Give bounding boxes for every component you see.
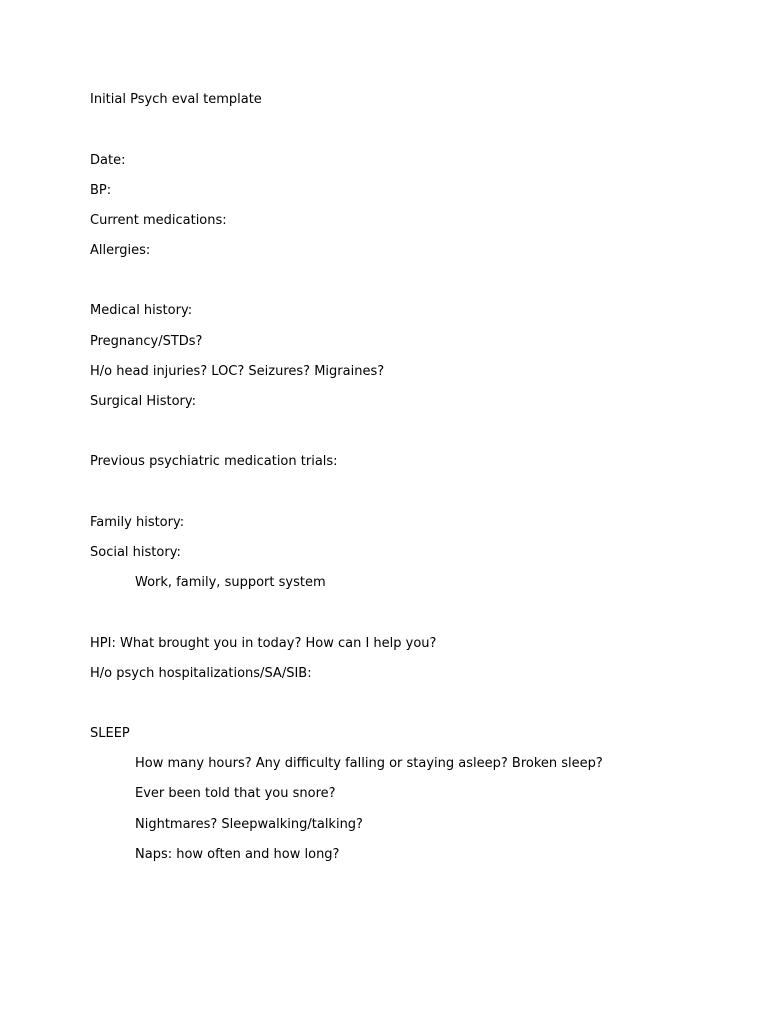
current-medications-label: Current medications: [90,213,227,228]
sleep-heading: SLEEP [90,726,130,741]
pregnancy-stds-label: Pregnancy/STDs? [90,334,203,349]
social-history-label: Social history: [90,545,181,560]
family-history-label: Family history: [90,515,185,530]
date-label: Date: [90,153,126,168]
sleep-item: How many hours? Any difficulty falling or staying asleep? Broken sleep? [135,756,603,771]
social-history-detail: Work, family, support system [135,575,326,590]
sleep-item: Nightmares? Sleepwalking/talking? [135,817,363,832]
medical-history-label: Medical history: [90,303,193,318]
bp-label: BP: [90,183,112,198]
head-injuries-label: H/o head injuries? LOC? Seizures? Migraines? [90,364,385,379]
sleep-item: Ever been told that you snore? [135,786,336,801]
surgical-history-label: Surgical History: [90,394,197,409]
psych-hospitalizations-label: H/o psych hospitalizations/SA/SIB: [90,666,312,681]
previous-psych-meds-label: Previous psychiatric medication trials: [90,454,338,469]
document-title: Initial Psych eval template [90,92,262,107]
allergies-label: Allergies: [90,243,151,258]
hpi-label: HPI: What brought you in today? How can I help you? [90,636,437,651]
sleep-item: Naps: how often and how long? [135,847,340,862]
